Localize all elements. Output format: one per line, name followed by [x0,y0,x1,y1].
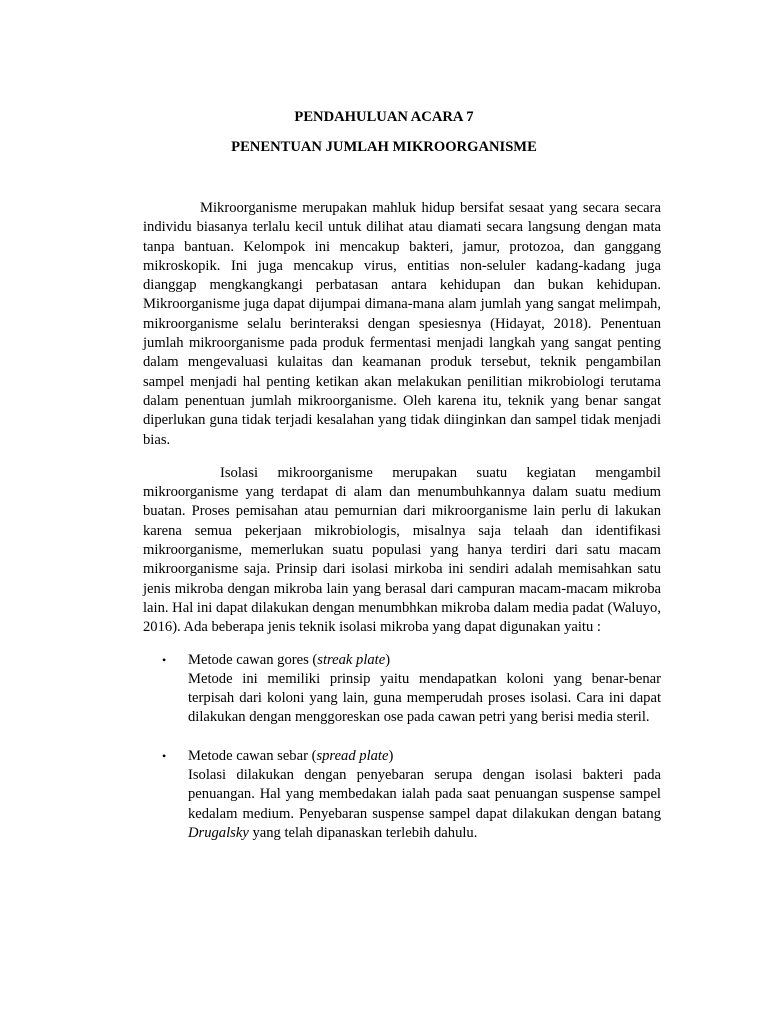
method-title-italic: spread plate [316,747,389,764]
bullet-icon: • [162,652,167,667]
method-title-italic: streak plate [317,651,386,668]
method-title [188,651,661,670]
paragraph-isolation: Isolasi mikroorganisme merupakan suatu kegiatan mengambil mikroorganisme yang terdapat di alam dan menumbuhkannya dalam suatu medium buatan. Proses pemisahan atau pemurnian dari mikroorganisme lain perlu di lakukan karena semua pekerjaan mikrobiologis, misalnya saja telaah dan identifikasi mikroorganisme, memerlukan suatu populasi yang hanya terdiri dari satu macam mikroorganisme saja. Prinsip dari isolasi mirkoba ini sendiri adalah memisahkan satu jenis mikroba dengan mikroba lain yang berasal dari campuran macam-macam mikroba lain. Hal ini dapat dilakukan dengan menumbhkan mikroba dalam media padat (Waluyo, 2016). Ada beberapa jenis teknik isolasi mikroba yang dapat digunakan yaitu : [143,464,661,636]
method-description [188,766,661,843]
paragraph-intro: Mikroorganisme merupakan mahluk hidup bersifat sesaat yang secara secara individu biasanya terlalu kecil untuk dilihat atau diamati secara langsung dengan mata tanpa bantuan. Kelompok ini mencakup bakteri, jamur, protozoa, dan ganggang mikroskopik. Ini juga mencakup virus, entitias non-seluler kadang-kadang juga dianggap mengkangkangi perbatasan antara kehidupan dan bukan kehidupan. Mikroorganisme juga dapat dijumpai dimana-mana alam jumlah yang sangat melimpah, mikroorganisme selalu berinteraksi dengan spesiesnya (Hidayat, 2018). Penentuan jumlah mikroorganisme pada produk fermentasi menjadi langkah yang sangat penting dalam mengevaluasi kulaitas dan keamanan produk tersebut, teknik pengambilan sampel menjadi hal penting ketikan akan melakukan penilitian mikrobiologi terutama dalam penentuan jumlah mikroorganisme. Oleh karena itu, teknik yang benar sangat diperlukan guna tidak terjadi kesalahan yang tidak diinginkan dan sampel tidak menjadi bias. [143,200,661,448]
document-body [143,199,661,843]
list-item-streak-plate [143,651,661,728]
method-title [188,747,661,766]
method-description-text-end: yang telah dipanaskan terlebih dahulu. [248,824,478,841]
isolation-methods-list [143,651,661,844]
method-title-prefix: Metode cawan sebar ( [188,747,317,764]
document-subtitle: PENENTUAN JUMLAH MIKROORGANISME [231,139,537,155]
method-title-prefix: Metode cawan gores ( [188,651,318,668]
method-title-suffix: ) [388,747,394,764]
list-item-spread-plate [143,747,661,843]
method-description-text: Isolasi dilakukan dengan penyebaran serupa dengan isolasi bakteri pada penuangan. Hal yang membedakan ialah pada saat penuangan suspense sampel kedalam medium. Penyebaran suspense sampel dapat dilakukan dengan batang [188,767,661,822]
method-description-text: Metode ini memiliki prinsip yaitu mendapatkan koloni yang benar-benar terpisah dari koloni yang lain, guna memperudah proses isolasi. Cara ini dapat dilakukan dengan menggoreskan ose pada cawan petri yang berisi media steril. [188,670,661,726]
document-title: PENDAHULUAN ACARA 7 [294,109,474,125]
bullet-icon: • [162,748,167,763]
method-description-italic: Drugalsky [188,824,249,841]
method-title-suffix: ) [385,651,391,668]
method-description [188,670,661,728]
